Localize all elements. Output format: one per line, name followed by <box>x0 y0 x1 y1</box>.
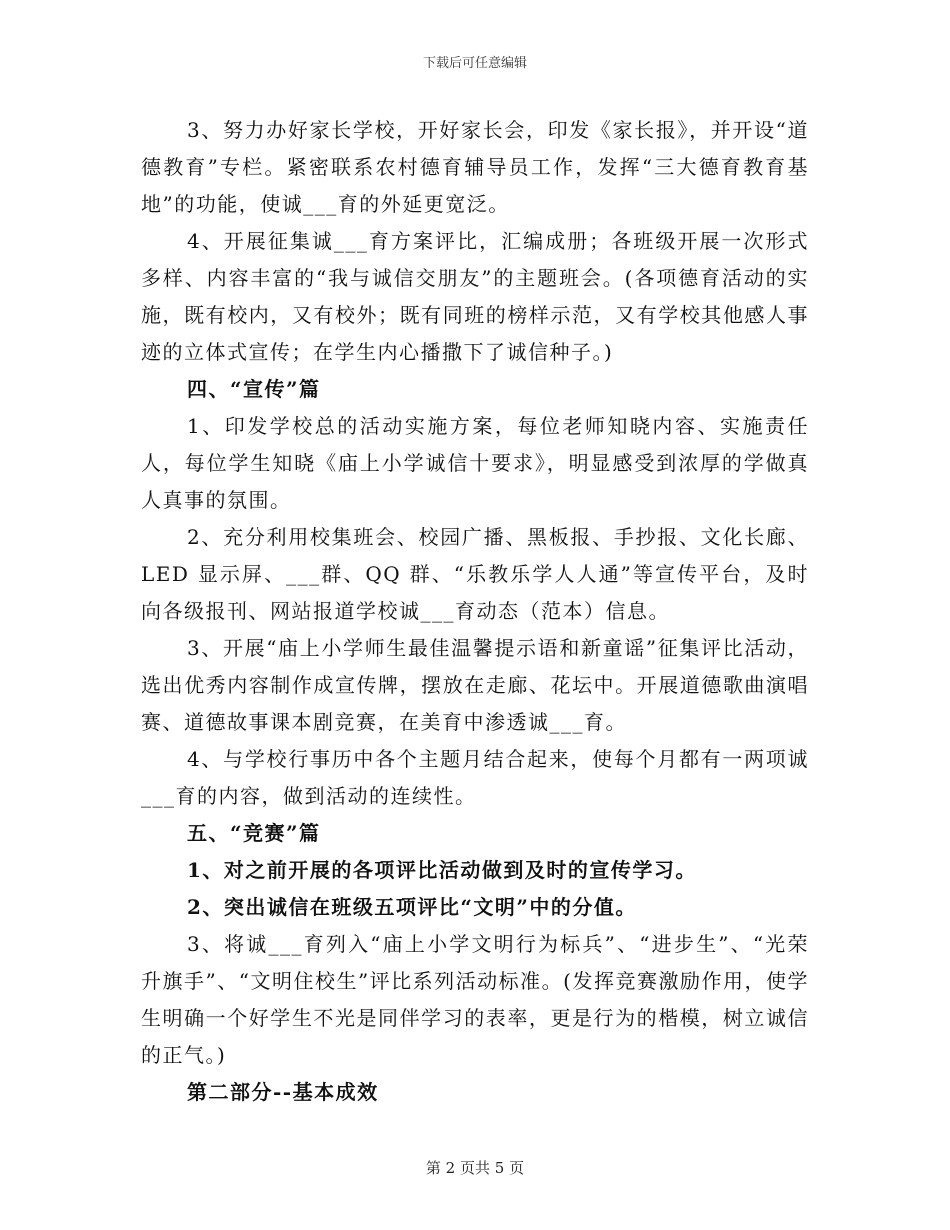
paragraph-8: 2、突出诚信在班级五项评比“文明”中的分值。 <box>187 895 637 919</box>
section-heading-4: 四、“宣传”篇 <box>187 377 321 401</box>
paragraph-3: 1、印发学校总的活动实施方案，每位老师知晓内容、实施责任人，每位学生知晓《庙上小学诚信十要求》，明显感受到浓厚的学做真人真事的氛围。 <box>141 414 809 512</box>
section-heading-5: 五、“竞赛”篇 <box>187 821 321 845</box>
paragraph-5: 3、开展“庙上小学师生最佳温馨提示语和新童谣”征集评比活动，选出优秀内容制作成宣传牌，摆放在走廊、花坛中。开展道德歌曲演唱赛、道德故事课本剧竞赛，在美育中渗透诚___育。 <box>141 636 809 734</box>
page-header: 下载后可任意编辑 <box>422 56 527 71</box>
part-heading: 第二部分--基本成效 <box>187 1080 379 1104</box>
paragraph-6: 4、与学校行事历中各个主题月结合起来，使每个月都有一两项诚___育的内容，做到活动的连续性。 <box>141 747 809 808</box>
paragraph-7: 1、对之前开展的各项评比活动做到及时的宣传学习。 <box>187 858 697 882</box>
paragraph-1: 3、努力办好家长学校，开好家长会，印发《家长报》，并开设“道德教育”专栏。紧密联系农村德育辅导员工作，发挥“三大德育教育基地”的功能，使诚___育的外延更宽泛。 <box>141 118 809 216</box>
paragraph-2: 4、开展征集诚___育方案评比，汇编成册；各班级开展一次形式多样、内容丰富的“我与诚信交朋友”的主题班会。(各项德育活动的实施，既有校内，又有校外；既有同班的榜样示范，又有学校其他感人事迹的立体式宣传；在学生内心播撒下了诚信种子。) <box>141 229 809 364</box>
paragraph-9: 3、将诚___育列入“庙上小学文明行为标兵”、“进步生”、“光荣升旗手”、“文明住校生”评比系列活动标准。(发挥竞赛激励作用，使学生明确一个好学生不光是同伴学习的表率，更是行为的楷模，树立诚信的正气。) <box>141 932 809 1067</box>
paragraph-4: 2、充分利用校集班会、校园广播、黑板报、手抄报、文化长廊、LED 显示屏、___群、QQ 群、“乐教乐学人人通”等宣传平台，及时向各级报刊、网站报道学校诚___育动态（范本）信息。 <box>141 525 809 623</box>
page-footer: 第 2 页共 5 页 <box>425 1159 525 1177</box>
document-body <box>141 112 809 1111</box>
